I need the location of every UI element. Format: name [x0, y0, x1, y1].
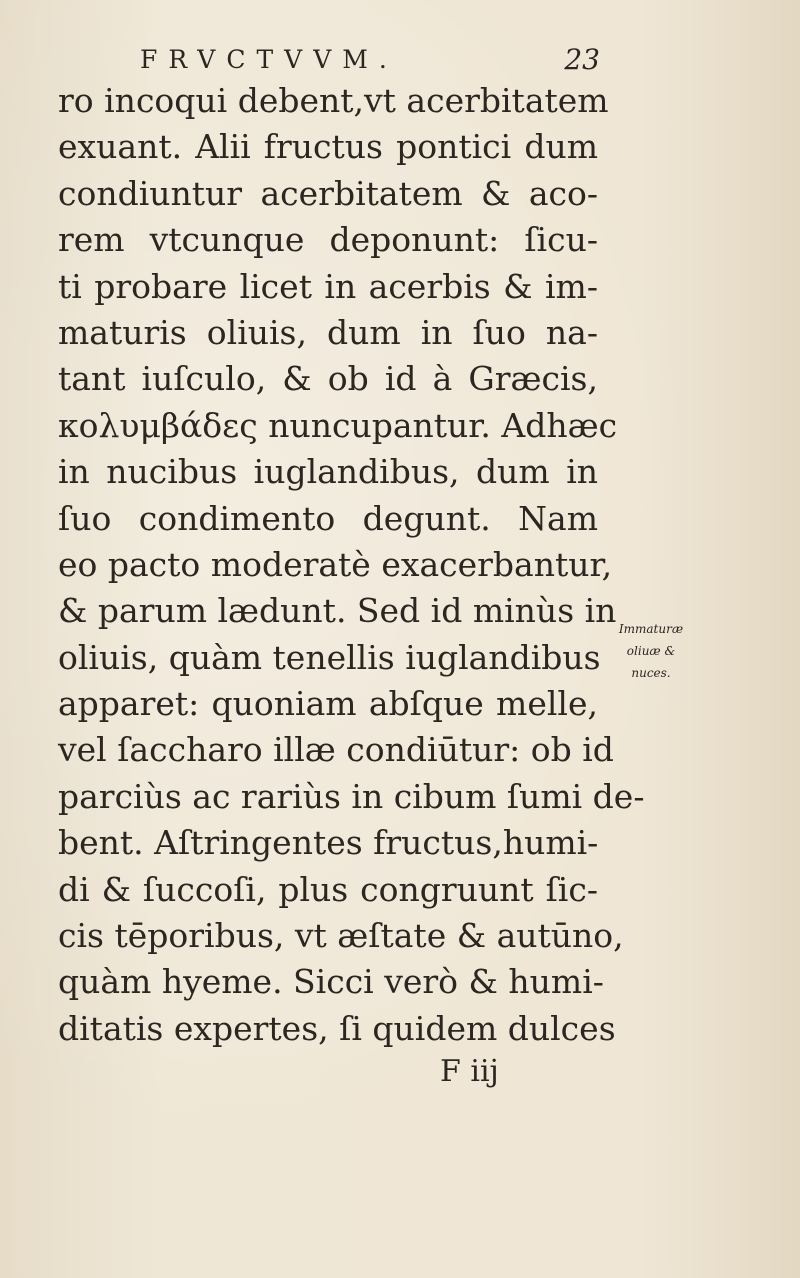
text-line: ditatis expertes, ſi quidem dulces [58, 1008, 616, 1048]
marginal-note-line: Immaturæ [618, 622, 684, 636]
text-line: parciùs ac rariùs in cibum ſumi de- [58, 776, 645, 816]
signature-mark: F iij [440, 1054, 499, 1089]
page-header [140, 40, 600, 80]
text-line: & parum lædunt. Sed id minùs in [58, 591, 617, 631]
text-line: condiuntur acerbitatem & aco- [58, 173, 598, 213]
marginal-note [606, 618, 696, 684]
text-line: exuant. Alii fructus pontici dum [58, 127, 598, 167]
body-text [58, 78, 645, 1052]
text-line: oliuis, quàm tenellis iuglandibus [58, 637, 601, 677]
text-line: eo pacto moderatè exacerbantur, [58, 544, 613, 584]
text-line: tant iuſculo, & ob id à Græcis, [58, 359, 598, 399]
marginal-note-line: nuces. [631, 666, 671, 680]
running-title: FRVCTVVM. [140, 45, 398, 74]
text-line: κολυμβάδες nuncupantur. Adhæc [58, 405, 618, 445]
text-line: cis tēporibus, vt æſtate & autūno, [58, 916, 624, 956]
text-line: in nucibus iuglandibus, dum in [58, 452, 598, 492]
text-line: maturis oliuis, dum in ſuo na- [58, 312, 598, 352]
page-number: 23 [564, 43, 600, 76]
marginal-note-line: oliuæ & [626, 644, 676, 658]
text-line: apparet: quoniam abſque melle, [58, 684, 598, 724]
text-line: quàm hyeme. Sicci verò & humi- [58, 962, 604, 1002]
text-line: ro incoqui debent,vt acerbitatem [58, 81, 609, 120]
text-line: vel ſaccharo illæ condiūtur: ob id [58, 730, 614, 770]
text-line: bent. Aſtringentes fructus,humi- [58, 823, 599, 863]
text-line: ti probare licet in acerbis & im- [58, 266, 598, 306]
text-line: di & ſuccoſi, plus congruunt ſic- [58, 869, 598, 909]
text-line: rem vtcunque deponunt: ſicu- [58, 220, 598, 260]
text-line: ſuo condimento degunt. Nam [58, 498, 598, 538]
